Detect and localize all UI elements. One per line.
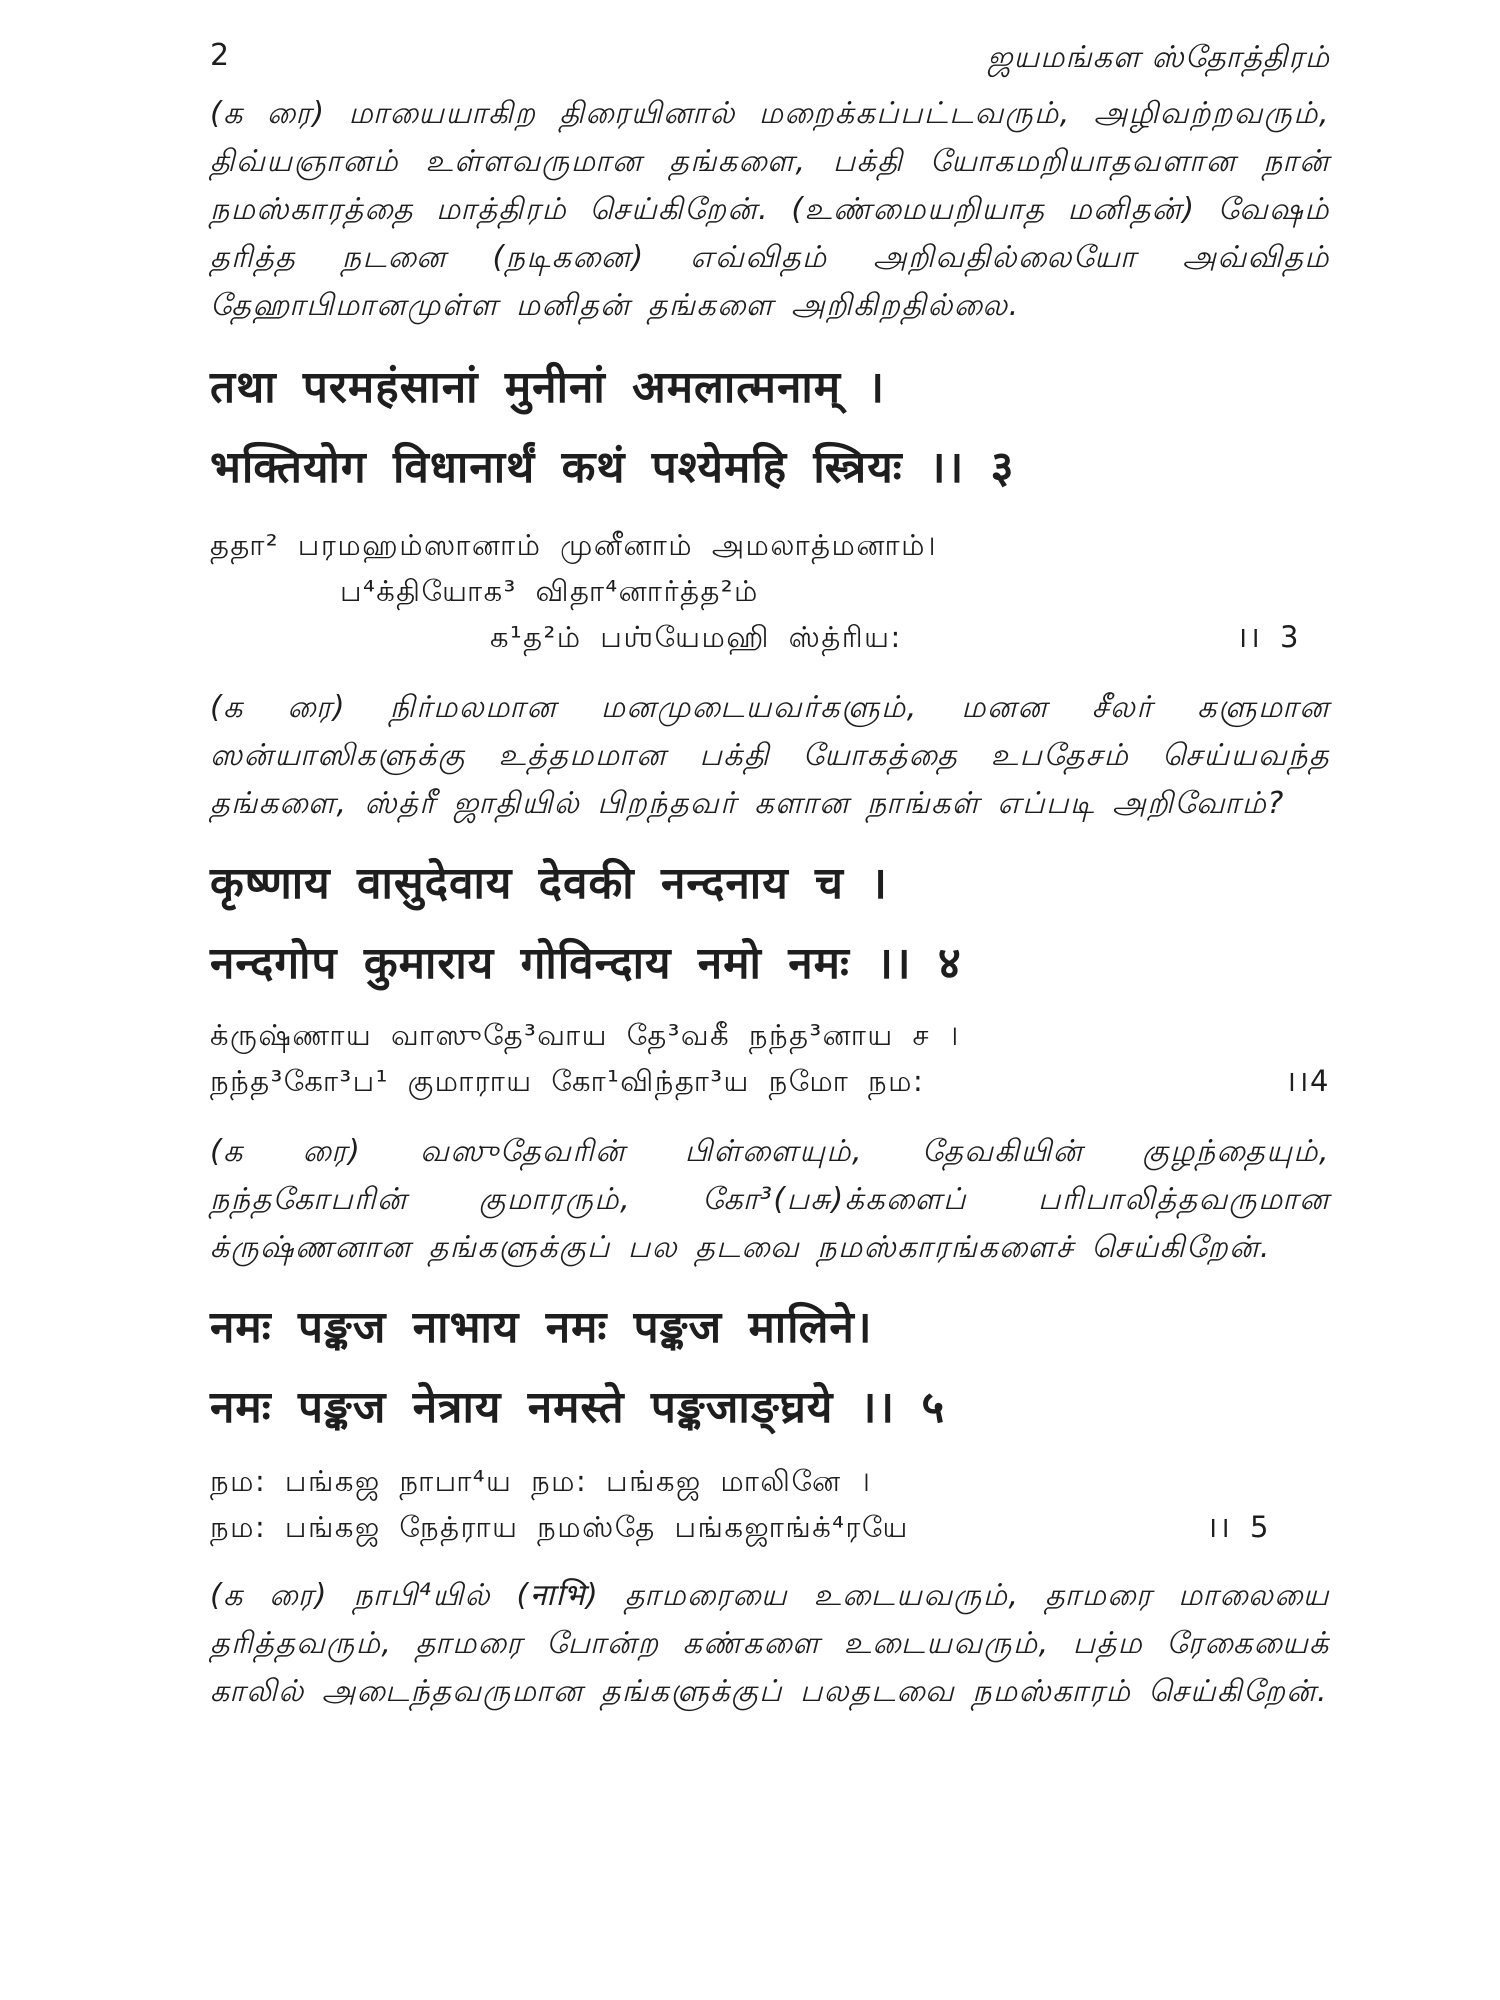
translit-line [210, 1058, 1330, 1104]
translit-line-text: நந்த³கோ³ப¹ குமாராய கோ¹விந்தா³ய நமோ நம: [210, 1064, 925, 1098]
verse-number: ।। 5 [1206, 1510, 1270, 1544]
translit-line-text: நம: பங்கஜ நேத்ராய நமஸ்தே பங்கஜாங்க்⁴ரயே [210, 1510, 909, 1544]
translit-line: ப⁴க்தியோக³ விதா⁴னார்த்த²ம் [340, 574, 759, 608]
sanskrit-verse-5 [210, 1288, 1330, 1448]
tamil-transliteration-verse-4 [210, 1012, 1330, 1104]
verse-number: ।।4 [1285, 1064, 1330, 1098]
verse-number: ।। 3 [1236, 620, 1300, 654]
commentary-verse-5 [210, 1572, 1330, 1716]
sanskrit-line: नमः पङ्कज नाभाय नमः पङ्कज मालिने। [210, 1302, 873, 1353]
translit-line-text: க¹த²ம் பஶ்யேமஹி ஸ்த்ரிய: [490, 620, 902, 654]
tamil-transliteration-verse-3 [210, 522, 1330, 660]
sanskrit-line: नमः पङ्कज नेत्राय नमस्ते पङ्कजाङ्घ्रये ।। ५ [210, 1382, 946, 1433]
translit-line: க்ருஷ்ணாய வாஸுதே³வாய தே³வகீ நந்த³னாய ச । [210, 1018, 960, 1052]
translit-line [210, 1504, 1330, 1550]
sanskrit-line: भक्तियोग विधानार्थं कथं पश्येमहि स्त्रियः ।। ३ [210, 442, 1015, 493]
translit-line: நம: பங்கஜ நாபா⁴ய நம: பங்கஜ மாலினே । [210, 1464, 872, 1498]
tamil-transliteration-verse-5 [210, 1458, 1330, 1550]
translit-line [210, 614, 1330, 660]
commentary-text: (க ரை) நாபி⁴யில் (नाभि) தாமரையை உடையவரும், தாமரை மாலையை தரித்தவரும், தாமரை போன்ற கண்களை உடையவரும், பத்ம ரேகையைக் காலில் அடைந்தவருமான தங்களுக்குப் பலதடவை நமஸ்காரம் செய்கிறேன். [210, 1578, 1330, 1709]
sanskrit-line: नन्दगोप कुमाराय गोविन्दाय नमो नमः ।। ४ [210, 938, 962, 989]
sanskrit-verse-3 [210, 348, 1330, 508]
translit-line: ததா² பரமஹம்ஸானாம் முனீனாம் அமலாத்மனாம்। [210, 528, 938, 562]
sanskrit-line: कृष्णाय वासुदेवाय देवकी नन्दनाय च । [210, 858, 888, 909]
commentary-verse-4 [210, 1128, 1330, 1272]
commentary-text: (க ரை) நிர்மலமான மனமுடையவர்களும், மனன சீலர் களுமான ஸன்யாஸிகளுக்கு உத்தமமான பக்தி யோகத்தை உபதேசம் செய்யவந்த தங்களை, ஸ்த்ரீ ஜாதியில் பிறந்தவர் களான நாங்கள் எப்படி அறிவோம்? [210, 690, 1330, 821]
sanskrit-line: तथा परमहंसानां मुनीनां अमलात्मनाम् । [210, 362, 886, 413]
book-page [210, 30, 1330, 1970]
commentary-verse-3 [210, 684, 1330, 828]
page-number: 2 [210, 38, 230, 73]
commentary-text: (க ரை) வஸுதேவரின் பிள்ளையும், தேவகியின் குழந்தையும், நந்தகோபரின் குமாரரும், கோ³(பசு)க்களைப் பரிபாலித்தவருமான க்ருஷ்ணனான தங்களுக்குப் பல தடவை நமஸ்காரங்களைச் செய்கிறேன். [210, 1134, 1330, 1265]
page-header [210, 30, 1330, 90]
commentary-text: (க ரை) மாயையாகிற திரையினால் மறைக்கப்பட்டவரும், அழிவற்றவரும், திவ்யஞானம் உள்ளவருமான தங்களை, பக்தி யோகமறியாதவளான நான் நமஸ்காரத்தை மாத்திரம் செய்கிறேன். (உண்மையறியாத மனிதன்) வேஷம் தரித்த நடனை (நடிகனை) எவ்விதம் அறிவதில்லையோ அவ்விதம் தேஹாபிமானமுள்ள மனிதன் தங்களை அறிகிறதில்லை. [210, 96, 1330, 323]
sanskrit-verse-4 [210, 844, 1330, 1004]
running-title: ஜயமங்கள ஸ்தோத்திரம் [987, 40, 1330, 75]
commentary-verse-2 [210, 90, 1330, 330]
